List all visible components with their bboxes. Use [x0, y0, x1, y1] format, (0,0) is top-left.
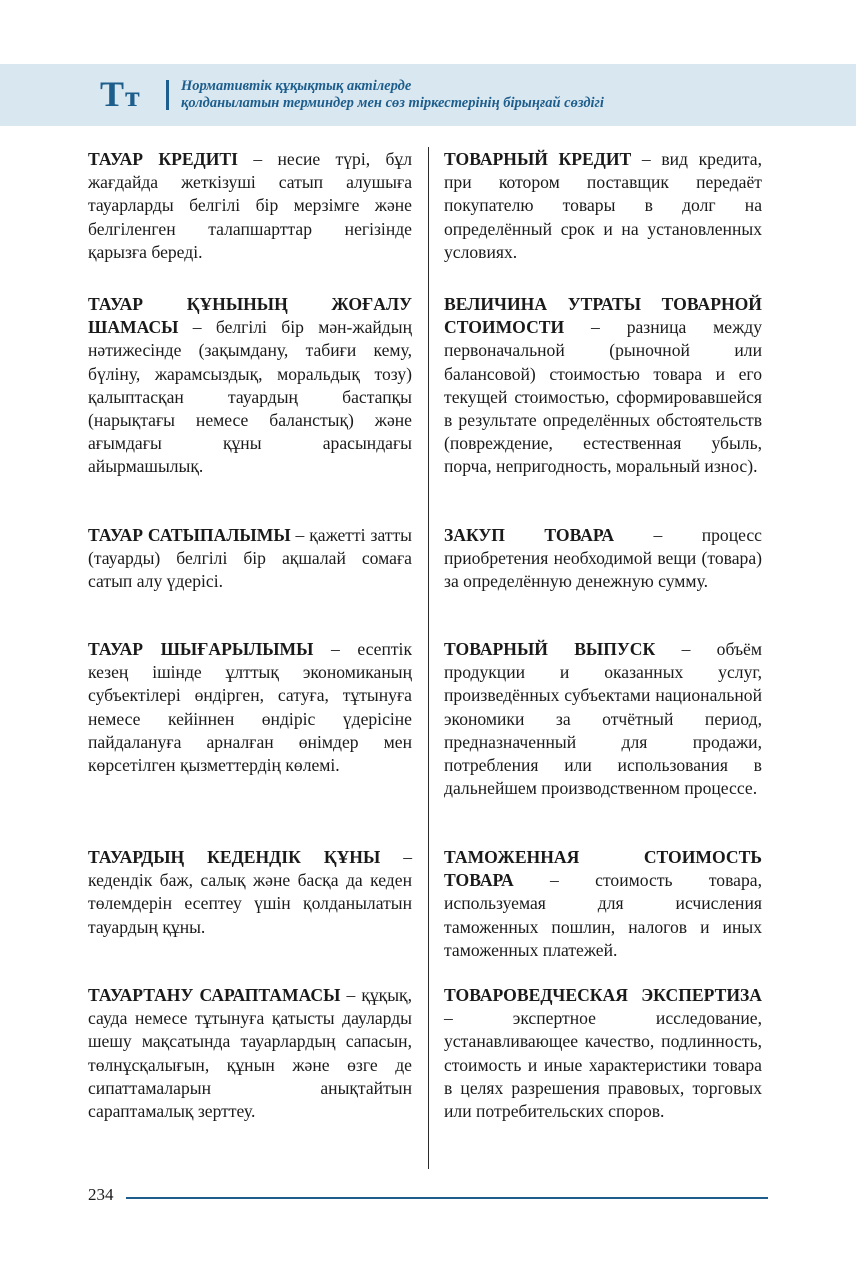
header-divider	[166, 80, 169, 110]
glossary-entry-ru	[444, 846, 762, 962]
glossary-entry-kk	[88, 148, 412, 264]
entry-term: ТАУАР ШЫҒАРЫЛЫМЫ	[88, 639, 314, 659]
glossary-entry-ru	[444, 524, 762, 594]
entry-term: ТОВАРОВЕДЧЕСКАЯ ЭКСПЕРТИЗА	[444, 985, 762, 1005]
glossary-entry-kk	[88, 293, 412, 479]
entry-definition: – разница между первоначальной (рыночной или балансовой) стоимостью товара и его текущей стоимостью, сформировавшейся в результате определённых обстоятельств (повреждение, естественная убыль, порча, непригодность, моральный износ).	[444, 317, 762, 477]
section-letter-mark	[100, 72, 141, 119]
entry-definition: – несие түрі, бұл жағдайда жеткізуші сатып алушыға тауарларды белгілі бір мерзімге және белгіленген талапшарттар негізінде қарызға береді.	[88, 149, 413, 262]
entry-definition: – есептік кезең ішінде ұлттық экономиканың субъектілері өндірген, сатуға, тұтынуға немесе кейіннен өндіріс үдерісіне пайдалануға арналған өнімдер мен көрсетілген қызметтердің көлемі.	[88, 639, 412, 776]
entry-definition: – вид кредита, при котором поставщик передаёт покупателю товары в долг на определённый срок и на установленных условиях.	[444, 149, 762, 262]
glossary-entry-kk	[88, 524, 412, 594]
page-number: 234	[88, 1185, 114, 1204]
glossary-entry-ru	[444, 638, 762, 800]
entry-term: ТОВАРНЫЙ КРЕДИТ	[444, 149, 632, 169]
entry-definition: – белгілі бір мән-жайдың нәтижесінде (зақымдану, табиғи кему, бүліну, жарамсыздық, моральдық тозу) қалыптасқан тауардың бастапқы (нарықтағы немесе баланстық) және ағымдағы құны арасындағы айырмашылық.	[88, 317, 412, 477]
entry-definition: – қажетті затты (тауарды) белгілі бір ақшалай сомаға сатып алу үдерісі.	[88, 525, 412, 592]
entry-term: ТОВАРНЫЙ ВЫПУСК	[444, 639, 656, 659]
header-title-line-1: Нормативтік құқықтық актілерде	[181, 78, 412, 94]
entry-definition: – объём продукции и оказанных услуг, произведённых субъектами национальной экономики за отчётный период, предназначенный для продажи, потребления или использования в дальнейшем производственном процессе.	[444, 639, 762, 799]
entry-definition: – стоимость товара, используемая для исчисления таможенных пошлин, налогов и иных таможенных платежей.	[444, 870, 762, 960]
footer-rule	[126, 1197, 768, 1199]
entry-term: ТАУАР КРЕДИТІ	[88, 149, 238, 169]
running-header-title	[181, 78, 741, 112]
glossary-entry-kk	[88, 846, 412, 939]
header-title-line-2: қолданылатын терминдер мен сөз тіркестерінің бірыңғай сөздігі	[181, 95, 604, 111]
entry-term: ВЕЛИЧИНА УТРАТЫ ТОВАРНОЙ СТОИМОСТИ	[444, 294, 762, 338]
letter-uppercase: Т	[100, 74, 126, 114]
entry-definition: – экспертное исследование, устанавливающее качество, подлинность, стоимость и иные характеристики товара в целях разрешения правовых, торговых или потребительских споров.	[444, 1008, 762, 1122]
column-divider	[428, 147, 429, 1169]
entry-definition: – құқық, сауда немесе тұтынуға қатысты дауларды шешу мақсатында тауарлардың сапасын, төлнұсқалығын, құнын және өзге де сипаттамаларын анықтайтын сараптамалық зерттеу.	[88, 985, 412, 1122]
entry-term: ТАУАР САТЫПАЛЫМЫ	[88, 525, 291, 545]
glossary-entry-kk	[88, 638, 412, 777]
entry-definition: – процесс приобретения необходимой вещи (товара) за определённую денежную сумму.	[444, 525, 762, 592]
glossary-entry-ru	[444, 984, 762, 1123]
entry-term: ЗАКУП ТОВАРА	[444, 525, 615, 545]
glossary-entry-ru	[444, 148, 762, 264]
entry-term: ТАУАР ҚҰНЫНЫҢ ЖОҒАЛУ ШАМАСЫ	[88, 294, 412, 338]
entry-term: ТАУАРТАНУ САРАПТАМАСЫ	[88, 985, 341, 1005]
entry-term: ТАМОЖЕННАЯ СТОИМОСТЬ ТОВАРА	[444, 847, 762, 891]
glossary-entry-ru	[444, 293, 762, 479]
entry-term: ТАУАРДЫҢ КЕДЕНДІК ҚҰНЫ	[88, 847, 381, 867]
entry-definition: – кедендік баж, салық және басқа да кеден төлемдерін есептеу үшін қолданылатын тауардың құны.	[88, 847, 412, 937]
letter-lowercase: т	[125, 80, 141, 113]
glossary-entry-kk	[88, 984, 412, 1123]
